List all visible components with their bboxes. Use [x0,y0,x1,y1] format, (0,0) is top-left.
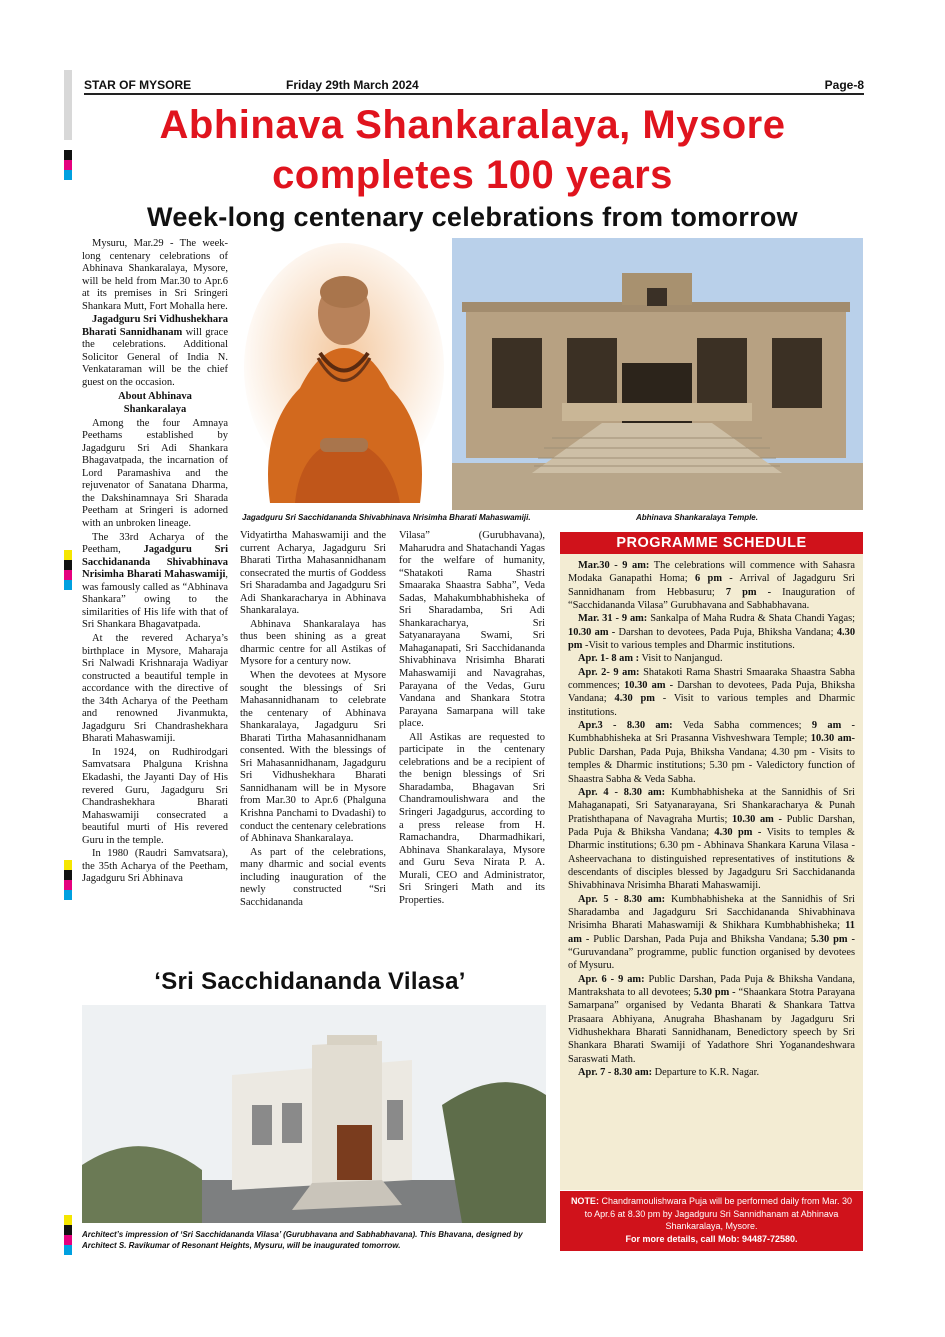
issue-date: Friday 29th March 2024 [286,78,419,92]
headline-line-2: completes 100 years [272,153,673,197]
section-subhead: Shankaralaya [123,404,187,416]
print-registration-marks [64,70,72,1270]
schedule-item: Apr. 6 - 9 am: Public Darshan, Pada Puja & Bhiksha Vandana, Mantrakshata to all devotees; 5.30 pm - “Shaankara Stotra Parayana Samarpana” organised by Vedanta Bharati & Shankara Tattva Prasaara Abhiyana, Anugraha Bhashanam by Jagadguru Sri Vidhushekhara Bharati Sannidhanam, Benedictory speech by Sri Shankara Bharati Swamiji of Yadathore Shri Yoganandeshwara Saraswati Math. [568,973,855,1065]
paragraph: Mysuru, Mar.29 - The week-long centenary celebrations of Abhinava Shankaralaya, Mysore, will be held from Mar.30 to Apr.6 at its premises in Sri Sringeri Shankara Mutt, Fort Mohalla here. [82,238,228,312]
paragraph: In 1980 (Raudri Samvatsara), the 35th Acharya of the Peetham, Jagadguru Sri Abhinava [82,848,228,885]
vilasa-title: ‘Sri Sacchidananda Vilasa’ [154,968,466,995]
article-column-1 [82,238,228,887]
schedule-box [560,554,863,1190]
schedule-item: Apr. 4 - 8.30 am: Kumbhabhisheka at the Sannidhis of Sri Mahaganapati, Sri Satyanarayana, Sri Shankaracharya & Punah Pratishthapana of Navagraha Murtis; 10.30 am - Public Darshan, Pada Puja & Bhiksha Vandana; 4.30 pm - Visits to temples & Dharmic institutions; 6.30 pm - Abhinava Shankara Karuna Vilasa - Asheervachana to distinguished representatives of institutions & descendants of disciples blessed by Jagadguru Sri Sacchidananda Shivabhinava Nrisimha Bharati Mahaswamiji. [568,786,855,892]
headline-line-1: Abhinava Shankaralaya, Mysore [159,103,786,147]
paragraph: Vidyatirtha Mahaswamiji and the current Acharya, Jagadguru Sri Bharati Tirtha Mahasannidhanam consecrated the murtis of Goddess Sri Sharadamba and Jagadguru Sri Adi Shankaracharya in Abhinava Shankaralaya. [240,530,386,617]
paper-name: STAR OF MYSORE [84,78,192,92]
schedule-note [560,1191,863,1251]
paragraph: At the revered Acharya’s birthplace in Mysore, Maharaja Sri Nalwadi Krishnaraja Wadiyar constructed a beautiful temple in accordance with the directive of the 34th Acharya of the Peetham and renowned Jivanmukta, Jagadguru Sri Chandrashekhara Bharati Mahaswamiji. [82,632,228,745]
schedule-item: Apr. 1- 8 am : Visit to Nanjangud. [578,653,723,665]
schedule-item: Mar. 31 - 9 am: Sankalpa of Maha Rudra & Shata Chandi Yagas; 10.30 am - Darshan to devotees, Pada Puja, Bhiksha Vandana; 4.30 pm -Visit to various temples and Dharmic institutions. [568,613,856,652]
article-column-2 [240,530,386,910]
schedule-heading: PROGRAMME SCHEDULE [560,532,863,554]
contact-line: For more details, call Mob: 94487-72580. [625,1233,798,1244]
schedule-item: Apr.3 - 8.30 am: Veda Sabha commences; 9 am - Kumbhabhisheka at Sri Prasanna Vishveshwara Temple; 10.30 am- Public Darshan, Pada Puja, Bhiksha Vandana; 4.30 pm - Visits to temples & Dharmic institutions; 5.30 pm - Valedictory function of Shaastra Sabha & Veda Sabha. [568,720,856,785]
article-column-3 [399,530,545,908]
paragraph: Jagadguru Sri Vidhushekhara Bharati Sannidhanam will grace the celebrations. Additional Solicitor General of India N. Venkataraman will be the chief guest on the occasion. [82,314,229,389]
paragraph: When the devotees at Mysore sought the blessings of Sri Mahasannidhanam to celebrate the centenary of Abhinava Shankaralaya, Jagadguru Sri Bharati Tirtha Mahasannidhanam consented. With the blessings of Sri Mahasannidhanam, Jagadguru Sri Vidhushekhara Bharati Sannidhanam will be in Mysore from Mar.30 to Apr.6 (Phalguna Krishna Panchami to Dvadashi) to conduct the centenary celebrations of Abhinava Shankaralaya. [240,670,386,845]
temple-photo [452,238,863,510]
schedule-item: Apr. 5 - 8.30 am: Kumbhabhisheka at the Sannidhis of Sri Sharadamba and Jagadguru Sri Sacchidananda Shivabhinava Nrisimha Bharati Mahaswamiji & Shikhara Kumbhabhisheka; 11 am - Public Darshan, Pada Puja and Bhiksha Vandana; 5.30 pm - “Guruvandana” programme, public function organised by devotees of Mysuru. [568,893,855,972]
paragraph: All Astikas are requested to participate in the centenary celebrations and be a recipient of the benign blessings of Sri Sharadamba, Bhagavan Sri Chandramoulishwara and the Sringeri Jagadgurus, according to a press release from H. Ramachandra, Dharmadhikari, Abhinava Shankaralaya, Mysore and Guru Seva Nirata P. A. Murali, CEO and Administrator, Sri Sringeri Math and its Properties. [399,731,545,906]
paragraph: As part of the celebrations, many dharmic and social events including inauguration of the newly constructed “Sri Sacchidananda [240,846,386,908]
vilasa-rendering [82,1005,546,1223]
paragraph: The 33rd Acharya of the Peetham, Jagadguru Sri Sacchidananda Shivabhinava Nrisimha Bharati Mahaswamiji, was famously called as “Abhinava Shankara” owing to the similarities of His life with that of Sri Shankara Bhagavatpada. [82,531,228,631]
paragraph: Among the four Amnaya Peethams established by Jagadguru Sri Adi Shankara Bhagavatpada, the incarnation of Lord Paramashiva and the rejuvenator of Sanatana Dharma, the Dakshinamnaya Sri Sharada Peetham at Sringeri is adorned with an unbroken lineage. [82,417,228,530]
swamiji-photo [240,238,448,510]
masthead [84,78,864,92]
swamiji-photo-caption: Jagadguru Sri Sacchidananda Shivabhinava Nrisimha Bharati Mahaswamiji. [242,513,531,522]
vilasa-caption: Architect’s impression of ‘Sri Sacchidananda Vilasa’ (Gurubhavana and Sabhabhavana). This Bhavana, designed by Architect S. Ravikumar of Resonant Heights, Mysuru, will be inaugurated tomorrow. [82,1230,523,1250]
paragraph: In 1924, on Rudhirodgari Samvatsara Phalguna Krishna Ekadashi, the Jayanti Day of His revered Guru, Jagadguru Sri Chandrashekhara Bharati Mahaswamiji consecrated a beautiful murti of His revered Guru in the temple. [82,746,228,846]
paragraph: Abhinava Shankaralaya has thus been shining as a great dharmic centre for all Astikas of Mysore for a century now. [240,618,386,668]
schedule-item: Apr. 2- 9 am: Shatakoti Rama Shastri Smaaraka Shaastra Sabha commences; 10.30 am - Darshan to devotees, Pada Puja, Bhiksha Vandana; 4.30 pm - Visit to various temples and Dharmic institutions. [568,666,855,718]
headline [70,100,875,200]
subheadline: Week-long centenary celebrations from tomorrow [147,202,798,232]
temple-photo-caption: Abhinava Shankaralaya Temple. [636,513,758,522]
masthead-rule [84,93,864,95]
schedule-item: Mar.30 - 9 am: The celebrations will commence with Sahasra Modaka Ganapathi Homa; 6 pm - Arrival of Jagadguru Sri Sannidhanam from Hebbasuru; 7 pm - Inauguration of “Sacchidananda Vilasa” Gurubhavana and Sabhabhavana. [568,560,855,612]
section-subhead: About Abhinava [118,390,192,402]
paragraph: Vilasa” (Gurubhavana), Maharudra and Shatachandi Yagas for the welfare of humanity, “Shatakoti Rama Shastri Smaaraka Shaastra Sabha”, Veda Sadas, Mahakumbhabhisheka of Sri Sharadamba, Sri Adi Shankaracharya, Sri Satyanarayana Swami, Sri Mahaganapati, Sri Sacchidananda Shivabhinava Nrisimha Bharati Mahaswamiji and Navagrahas, Parayana of the Vedas, Guru Vandana and Shankara Stotra Parayana Samarpana will take place. [399,530,545,730]
page-number: Page-8 [824,78,864,92]
note-text: NOTE: Chandramoulishwara Puja will be performed daily from Mar. 30 to Apr.6 at 8.30 pm by Jagadguru Sri Sannidhanam at Abhinava Shankaralaya, Mysore. [570,1196,853,1231]
schedule-item: Apr. 7 - 8.30 am: Departure to K.R. Nagar. [578,1067,760,1079]
